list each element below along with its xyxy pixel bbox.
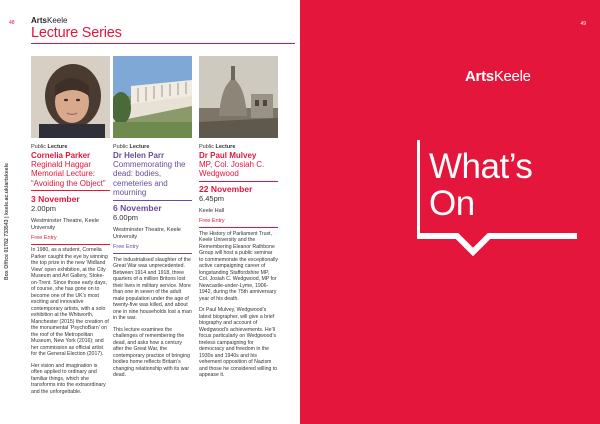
- lecture-date: 6 November: [113, 203, 162, 214]
- event-type-bold: Lecture: [215, 144, 236, 150]
- lecture-time: 2.00pm: [31, 203, 57, 213]
- divider: [113, 253, 192, 254]
- speaker-photo-cornelia-parker: [31, 56, 110, 138]
- description-paragraph: The History of Parliament Trust, Keele University and the Remembering Eleanor Rathbone Group will host a public seminar to commemorate the exceptionally active campaigning career of longstanding Staffordshire MP, Col. Josiah C. Wedgwood, MP for Newcastle-under-Lyme, 1906-1942, during the 75th anniversary year of his death.: [199, 230, 279, 302]
- lecture-venue: Keele Hall: [199, 208, 225, 215]
- lecture-date: 22 November: [199, 184, 253, 195]
- description-paragraph: This lecture examines the challenges of remembering the dead, and asks how a century after the Great War, the contemporary practice of bringing bodies home reflects Britain’s changing relationship with its war dead.: [113, 326, 190, 379]
- divider: [199, 181, 278, 182]
- lecture-description: [113, 257, 192, 379]
- brand-logo-right: [465, 68, 531, 85]
- box-office-side-text: [4, 60, 14, 280]
- brand-bold: Arts: [465, 68, 494, 85]
- event-type-plain: Public: [199, 144, 214, 150]
- page-number-right: 49: [580, 21, 586, 27]
- whats-on-headline: [429, 148, 532, 222]
- cemetery-photo: [113, 56, 192, 138]
- divider: [113, 200, 192, 201]
- headline-line-2: On: [429, 184, 475, 223]
- speaker-name: Dr Helen Parr: [113, 150, 165, 160]
- lecture-date: 3 November: [31, 193, 80, 204]
- brand-thin: Keele: [47, 16, 68, 25]
- brand-logo-left: [31, 16, 67, 25]
- lecture-card-2: [113, 56, 192, 384]
- description-paragraph: Her vision and imagination is often applied to ordinary and familiar things, which she transforms into the extraordinary and the unforgettable.: [31, 362, 106, 395]
- lecture-title: MP, Col. Josiah C. Wedgwood: [199, 159, 265, 178]
- entry-info: Free Entry: [31, 234, 57, 241]
- event-type-bold: Lecture: [129, 144, 150, 150]
- description-paragraph: The industrialised slaughter of the Great War was unprecedented. Between 1914 and 1918, three quarters of a million Britons lost their lives in military service. More than one in seven of the adult male population under the age of twenty-five was killed, and about one in nine households lost a man in the war.: [113, 256, 192, 322]
- event-type-plain: Public: [113, 144, 128, 150]
- brand-bold: Arts: [31, 16, 48, 25]
- divider: [199, 227, 278, 228]
- entry-info: Free Entry: [113, 244, 139, 251]
- page-number-left: 48: [9, 20, 15, 26]
- lecture-description: [31, 247, 110, 395]
- lecture-venue: Westminster Theatre, Keele University: [113, 227, 181, 241]
- lecture-description: [199, 231, 278, 379]
- brand-thin: Keele: [493, 68, 531, 85]
- kiln-photo: [199, 56, 278, 138]
- lecture-card-3: [199, 56, 278, 384]
- divider: [31, 190, 110, 191]
- box-office-text: Box Office 01782 733543 | keele.ac.uk/artskeele: [4, 162, 10, 280]
- event-type-plain: Public: [31, 144, 46, 150]
- event-type-bold: Lecture: [47, 144, 68, 150]
- speaker-name: Cornelia Parker: [31, 150, 91, 160]
- lecture-time: 6.00pm: [113, 213, 139, 223]
- description-paragraph: In 1980, as a student, Cornelia Parker caught the eye by winning the top prize in the new ‘Midland View’ open exhibition, at the City Museum and Art Gallery, Stoke-on-Trent. Since those early days, of course, she has gone on to become one of the UK’s most exciting and innovative contemporary artists, with a solo exhibition at the Whitworth, Manchester (2015) the creation of the monumental ‘PsychoBarn’ on the roof of the Metropolitan Museum, New York (2016); and her commission as official artist for the General Election (2017).: [31, 247, 109, 358]
- lecture-card-1: [31, 56, 110, 400]
- lecture-title: Reginald Haggar Memorial Lecture: “Avoiding the Object”: [31, 159, 106, 188]
- headline-line-1: What’s: [429, 147, 533, 186]
- speaker-name: Dr Paul Mulvey: [199, 150, 257, 160]
- right-page: [300, 0, 600, 424]
- series-title: Lecture Series: [31, 25, 122, 41]
- lecture-time: 6.45pm: [199, 194, 225, 204]
- header-divider: [31, 43, 295, 44]
- description-paragraph: Dr Paul Mulvey, Wedgwood’s latest biographer, will give a brief biography and account of Wedgwood’s achievements. He’ll focus particularly on Wedgwood’s tireless campaigning for democracy and freedom in the 1930s and 1940s and his vehement opposition of Nazism and those he considered willing to appease it.: [199, 307, 278, 379]
- divider: [31, 244, 110, 245]
- lecture-title: Commemorating the dead: bodies, cemeteries and mourning: [113, 159, 186, 197]
- entry-info: Free Entry: [199, 218, 225, 225]
- lecture-venue: Westminster Theatre, Keele University: [31, 217, 99, 231]
